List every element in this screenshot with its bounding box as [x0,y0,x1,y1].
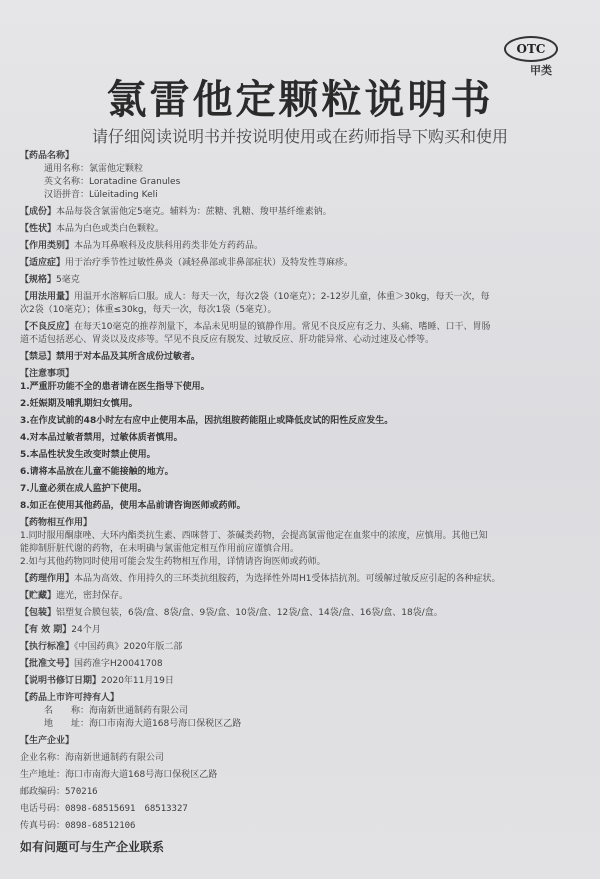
standard-section [20,641,582,654]
precaution-item: 6.请将本品放在儿童不能接触的地方。 [20,467,174,477]
zip-code: 570216 [65,787,98,797]
interactions-section [20,517,582,569]
spec-section [20,274,582,287]
fax-number: 0898-68512106 [65,821,136,831]
category-text: 本品为耳鼻喉科及皮肤科用药类非处方药药品。 [74,241,264,251]
category-section [20,240,582,253]
holder-address: 海口市南海大道168号海口保税区乙路 [89,719,242,729]
pharmacology-label: 【药理作用】 [20,574,75,584]
manufacturer-name-label: 企业名称： [20,753,66,763]
approval-label: 【批准文号】 [20,659,75,669]
holder-name: 海南新世通制药有限公司 [89,706,189,716]
drug-name-section [20,150,582,202]
interactions-line-3: 2.如与其他药物同时使用可能会发生药物相互作用，详情请咨询医师或药师。 [20,557,326,567]
precaution-item: 5.本品性状发生改变时禁止使用。 [20,450,156,460]
validity-section [20,624,582,637]
document-title: 氯雷他定颗粒说明书 [106,76,494,123]
holder-name-label: 名 称： [44,706,90,716]
dosage-line-1: 用温开水溶解后口服。成人：每天一次，每次2袋（10毫克）；2-12岁儿童，体重＞30kg，每天一次，每 [74,292,490,302]
precautions-section [20,368,582,513]
document-subtitle: 请仔细阅读说明书并按说明使用或在药师指导下购买和使用 [91,127,508,146]
packaging-text: 铝塑复合膜包装，6袋/盒、8袋/盒、9袋/盒、10袋/盒、12袋/盒、14袋/盒、16袋/盒、18袋/盒。 [56,608,443,618]
interactions-label: 【药物相互作用】 [20,518,93,528]
manufacturer-section [20,735,582,833]
ingredients-section [20,206,582,219]
holder-section [20,692,582,731]
english-name: 英文名称：Loratadine Granules [44,177,181,187]
validity-label: 【有 效 期】 [20,625,72,635]
manufacturer-address: 海口市南海大道168号海口保税区乙路 [65,770,218,780]
otc-class-label: 甲类 [530,64,552,77]
manufacturer-label: 【生产企业】 [20,736,75,746]
dosage-label: 【用法用量】 [20,292,75,302]
appearance-text: 本品为白色或类白色颗粒。 [56,224,165,234]
ingredients-label: 【成份】 [20,207,57,217]
phone-number: 0898-68515691 68513327 [65,804,188,814]
precaution-item: 8.如正在使用其他药品，使用本品前请咨询医师或药师。 [20,501,246,511]
revision-section [20,675,582,688]
revision-date: 2020年11月19日 [101,676,174,686]
fax-label: 传真号码： [20,821,66,831]
category-label: 【作用类别】 [20,241,75,251]
holder-address-label: 地 址： [44,719,90,729]
standard-label: 【执行标准】 [20,642,75,652]
contra-label: 【禁忌】 [20,352,57,362]
zip-label: 邮政编码： [20,787,66,797]
interactions-line-2: 能抑制肝脏代谢的药物，在未明确与氯雷他定相互作用前应谨慎合用。 [20,544,300,554]
precaution-item: 1.严重肝功能不全的患者请在医生指导下使用。 [20,382,210,392]
dosage-line-2: 次2袋（10毫克）；体重≤30kg，每天一次，每次1袋（5毫克）。 [20,305,277,315]
precautions-label: 【注意事项】 [20,369,75,379]
storage-text: 遮光，密封保存。 [56,591,129,601]
storage-label: 【贮藏】 [20,591,57,601]
precaution-item: 4.对本品过敏者禁用，过敏体质者慎用。 [20,433,183,443]
manufacturer-address-label: 生产地址： [20,770,66,780]
adverse-label: 【不良反应】 [20,322,75,332]
adverse-line-2: 道不适包括恶心、胃炎以及皮疹等。罕见不良反应有脱发、过敏反应、肝功能异常、心动过速及心悸等。 [20,335,435,345]
ingredients-text: 本品每袋含氯雷他定5毫克。辅料为：蔗糖、乳糖、羧甲基纤维素钠。 [56,207,332,217]
packaging-section [20,607,582,620]
pinyin-name: 汉语拼音：Lüleitading Keli [44,190,158,200]
holder-label: 【药品上市许可持有人】 [20,693,120,703]
revision-label: 【说明书修订日期】 [20,676,102,686]
precaution-item: 7.儿童必须在成人监护下使用。 [20,484,147,494]
precaution-item: 2.妊娠期及哺乳期妇女慎用。 [20,399,138,409]
appearance-section [20,223,582,236]
pharmacology-text: 本品为高效、作用持久的三环类抗组胺药，为选择性外周H1受体拮抗剂。可缓解过敏反应引起的各种症状。 [74,574,501,584]
indications-text: 用于治疗季节性过敏性鼻炎（减轻鼻部或非鼻部症状）及特发性荨麻疹。 [65,258,354,268]
drug-name-label: 【药品名称】 [20,151,75,161]
manufacturer-name: 海南新世通制药有限公司 [65,753,165,763]
approval-number: 国药准字H20041708 [74,659,163,669]
interactions-line-1: 1.同时服用酮康唑、大环内酯类抗生素、西咪替丁、茶碱类药物，会提高氯雷他定在血浆中的浓度，应慎用。其他已知 [20,531,488,541]
otc-badge: OTC [504,36,558,62]
generic-name: 通用名称：氯雷他定颗粒 [44,164,144,174]
spec-label: 【规格】 [20,275,57,285]
insert-content [20,150,582,837]
validity-text: 24个月 [71,625,101,635]
adverse-line-1: 在每天10毫克的推荐剂量下，本品未见明显的镇静作用。常见不良反应有乏力、头痛、嗜睡、口干、胃肠 [74,322,491,332]
phone-label: 电话号码： [20,804,66,814]
adverse-section [20,321,582,347]
appearance-label: 【性状】 [20,224,57,234]
pharmacology-section [20,573,582,586]
storage-section [20,590,582,603]
indications-label: 【适应症】 [20,258,66,268]
contact-footer: 如有问题可与生产企业联系 [20,840,165,854]
packaging-label: 【包装】 [20,608,57,618]
dosage-section [20,291,582,317]
precaution-item: 3.在作皮试前的48小时左右应中止使用本品，因抗组胺药能阻止或降低皮试的阳性反应发生。 [20,416,394,426]
contra-text: 禁用于对本品及其所含成份过敏者。 [56,352,201,362]
standard-text: 《中国药典》2020年版二部 [74,642,183,652]
indications-section [20,257,582,270]
spec-text: 5毫克 [56,275,80,285]
contra-section [20,351,582,364]
approval-section [20,658,582,671]
